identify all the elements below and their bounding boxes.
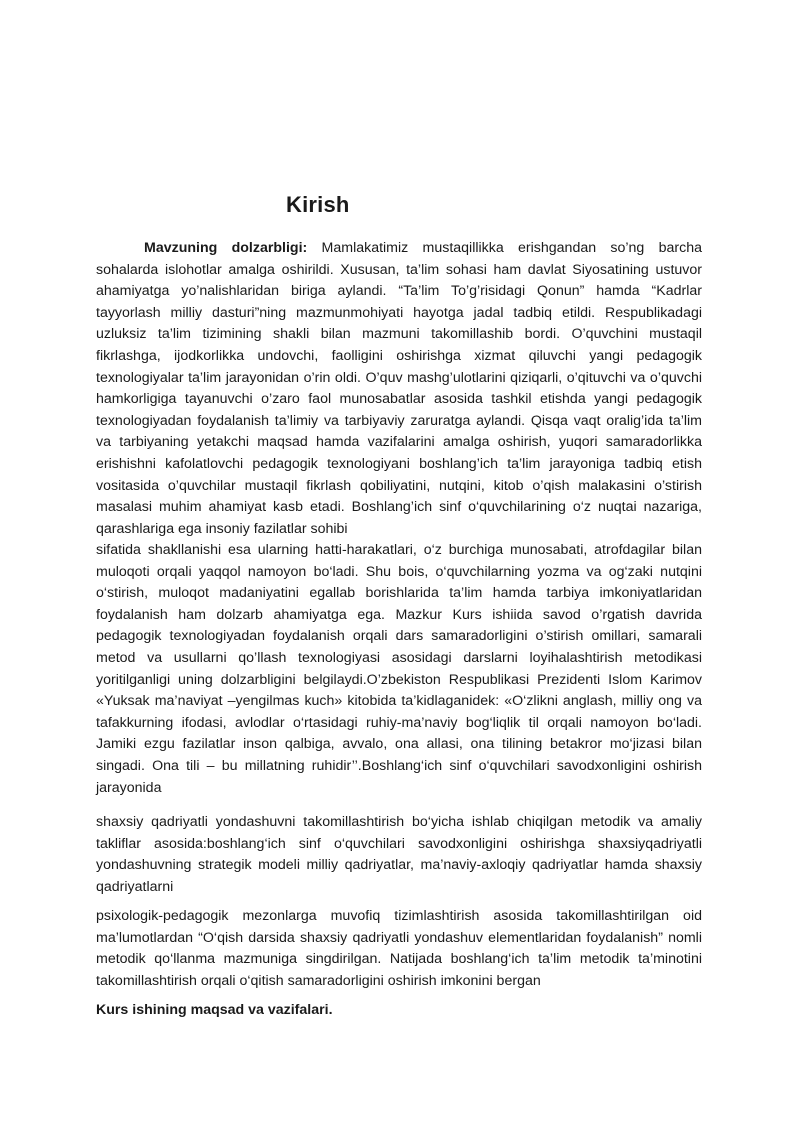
paragraph-4: psixologik-pedagogik mezonlarga muvofiq tizimlashtirish asosida takomillashtirilgan oid ma’lumotlardan “O‘qish darsida shaxsiy qadriyatli yondashuv elementlaridan foydalanish” nomli metodik qo‘llanma mazmuniga singdirilgan. Natijada boshlang‘ich ta’lim metodik ta’minotini takomillashtirish orqali o‘qitish samaradorligini oshirish imkonini bergan (96, 908, 702, 989)
paragraph-relevance (96, 238, 702, 540)
paragraph-3: shaxsiy qadriyatli yondashuvni takomillashtirish bo‘yicha ishlab chiqilgan metodik va amaliy takliflar asosida:boshlang‘ich sinf o‘quvchilari savodxonligini oshirishga shaxsiyqadriyatli yondashuvning strategik modeli milliy qadriyatlar, ma’naviy-axloqiy qadriyatlar hamda shaxsiy qadriyatlarni (96, 814, 702, 895)
section-subheading: Kurs ishining maqsad va vazifalari. (96, 1002, 333, 1018)
paragraph-2: sifatida shakllanishi esa ularning hatti-harakatlari, o‘z burchiga munosabati, atrofdagilar bilan muloqoti orqali yaqqol namoyon bo‘ladi. Shu bois, o‘quvchilarning yozma va og‘zaki nutqini o‘stirish, muloqot madaniyatini egallab borishlarida ta’lim hamda tarbiya imkoniyatlaridan foydalanish ham dolzarb ahamiyatga ega. Mazkur Kurs ishiida savod o’rgatish davrida pedagogik texnologiyadan foydalanish orqali dars samaradorligini o’stirish omillari, samarali metod va usullarni qo’llash texnologiyasi asosidagi darslarni loyihalashtirish metodikasi yoritilganligi uning dolzarbligini belgilaydi.O’zbekiston Respublikasi Prezidenti Islom Karimov «Yuksak ma’naviyat –yengilmas kuch» kitobida ta’kidlaganidek: «O‘zlikni anglash, milliy ong va tafakkurning ifodasi, avlodlar o‘rtasidagi ruhiy-ma’naviy bog‘liqlik til orqali namoyon bo‘ladi. Jamiki ezgu fazilatlar inson qalbiga, avvalo, ona allasi, ona tilining betakror mo‘jizasi bilan singadi. Ona tili – bu millatning ruhidir’’.Boshlang‘ich sinf o‘quvchilari savodxonligini oshirish jarayonida (96, 542, 702, 796)
paragraph-text: Mamlakatimiz mustaqillikka erishgandan so’ng barcha sohalarda islohotlar amalga oshirildi. Xususan, ta’lim sohasi ham davlat Siyosatining ustuvor ahamiyatga yo’nalishlaridan biriga aylandi. “Ta’lim To’g’risidagi Qonun” hamda “Kadrlar tayyorlash milliy dasturi”ning mazmunmohiyati hayotga jadal tadbiq etildi. Respublikadagi uzluksiz ta’lim tizimining shakli bilan mazmuni takomillashib bordi. O’quvchini mustaqil fikrlashga, ijodkorlikka undovchi, faolligini oshirishga xizmat qiluvchi yangi pedagogik texnologiyalar ta’lim jarayonidan o’rin oldi. O’quv mashg’ulotlarini qiziqarli, o’qituvchi va o’quvchi hamkorligiga tayanuvchi o’zaro faol munosabatlar asosida tashkil etishda yangi pedagogik texnologiyadan foydalanish ta’limiy va tarbiyaviy zaruratga aylandi. Qisqa vaqt oralig’ida ta’lim va tarbiyaning yetakchi maqsad hamda vazifalarini amalga oshirish, yuqori samaradorlikka erishishni kafolatlovchi pedagogik texnologiyani boshlang’ich ta’lim jarayoniga tadbiq etish vositasida o’quvchilar mustaqil fikrlash qobiliyatini, nutqini, kitob o’qish malakasini o’stirish masalasi muhim ahamiyat kasb etadi. Boshlang’ich sinf o‘quvchilarining o‘z nuqtai nazariga, qarashlariga ega insoniy fazilatlar sohibi (96, 240, 702, 537)
paragraph-lead: Mavzuning dolzarbligi: (144, 240, 308, 256)
page-title: Kirish (286, 192, 350, 217)
